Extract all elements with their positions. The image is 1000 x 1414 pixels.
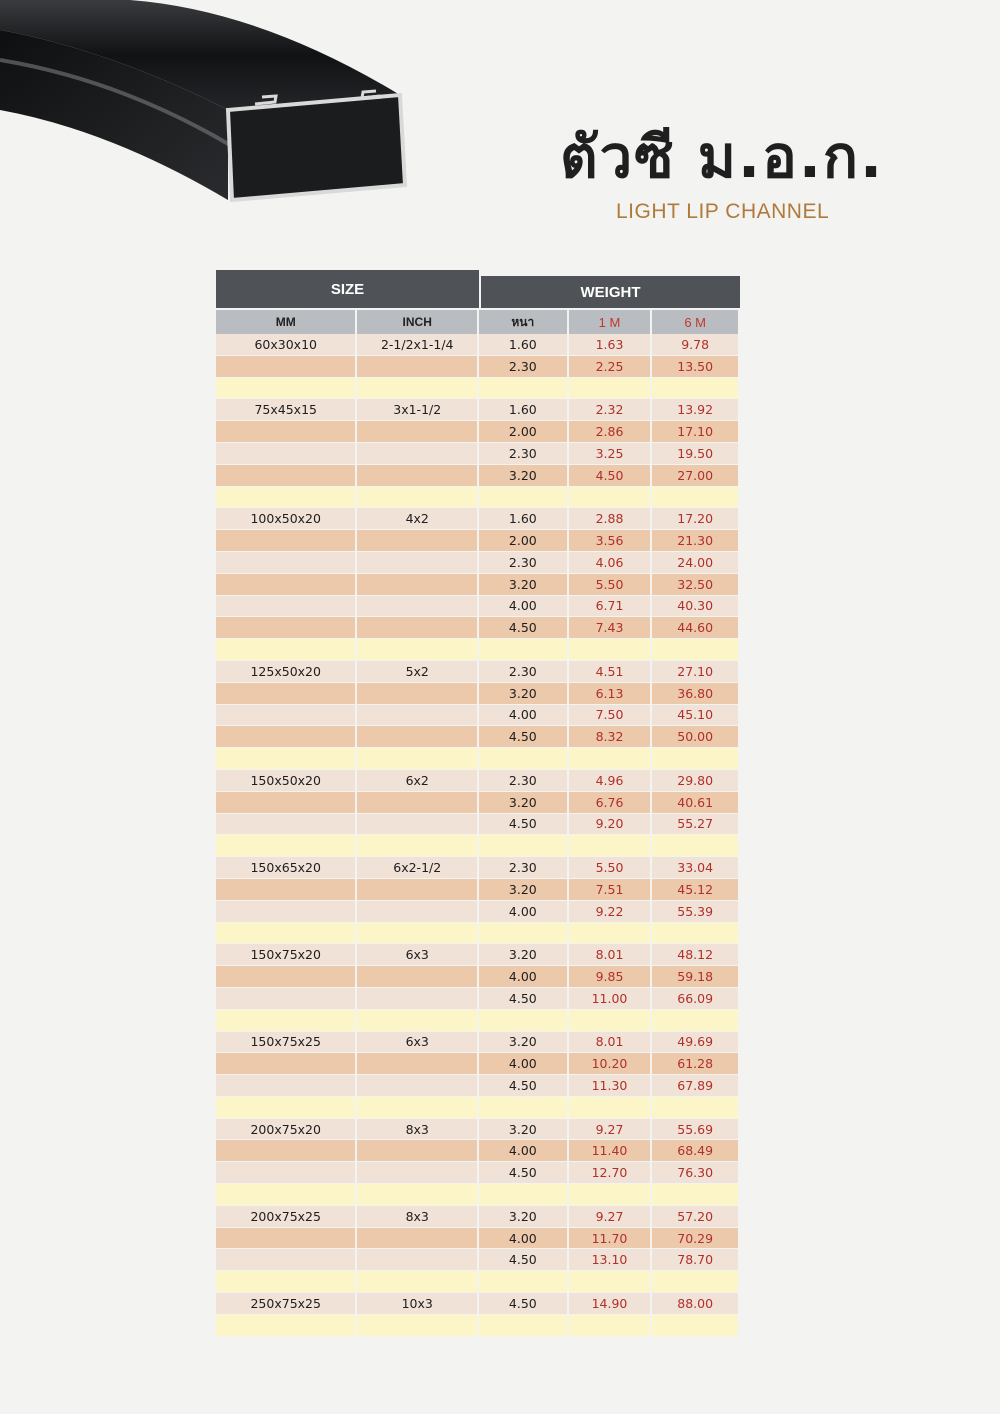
spacer-cell bbox=[652, 1184, 738, 1205]
cell-thickness: 3.20 bbox=[479, 1119, 567, 1140]
table-row bbox=[216, 574, 740, 596]
spacer-cell bbox=[479, 1315, 567, 1336]
cell-weight-1m: 9.20 bbox=[569, 814, 651, 835]
cell-thickness: 4.50 bbox=[479, 988, 567, 1009]
cell-inch: 8x3 bbox=[357, 1206, 477, 1227]
spacer-cell bbox=[479, 378, 567, 399]
cell-weight-1m: 2.86 bbox=[569, 421, 651, 442]
cell-inch: 5x2 bbox=[357, 661, 477, 682]
cell-mm bbox=[216, 443, 355, 464]
spacer-cell bbox=[357, 748, 477, 769]
spacer-cell bbox=[479, 835, 567, 856]
page-title-thai: ตัวซี ม.อ.ก. bbox=[560, 123, 885, 191]
cell-mm bbox=[216, 356, 355, 377]
cell-thickness: 2.30 bbox=[479, 770, 567, 791]
table-row bbox=[216, 1206, 740, 1228]
spacer-cell bbox=[569, 1010, 651, 1031]
cell-inch: 6x3 bbox=[357, 944, 477, 965]
cell-inch bbox=[357, 988, 477, 1009]
cell-weight-6m: 61.28 bbox=[652, 1053, 738, 1074]
cell-weight-6m: 33.04 bbox=[652, 857, 738, 878]
cell-weight-6m: 48.12 bbox=[652, 944, 738, 965]
cell-weight-6m: 44.60 bbox=[652, 617, 738, 638]
spacer-cell bbox=[357, 835, 477, 856]
cell-weight-1m: 2.88 bbox=[569, 508, 651, 529]
spacer-cell bbox=[652, 748, 738, 769]
spacer-cell bbox=[652, 923, 738, 944]
spacer-cell bbox=[569, 1315, 651, 1336]
cell-mm: 250x75x25 bbox=[216, 1293, 355, 1314]
spacer-cell bbox=[216, 835, 355, 856]
cell-weight-6m: 13.92 bbox=[652, 399, 738, 420]
cell-thickness: 4.50 bbox=[479, 814, 567, 835]
cell-thickness: 4.50 bbox=[479, 1075, 567, 1096]
cell-weight-1m: 3.56 bbox=[569, 530, 651, 551]
cell-mm bbox=[216, 465, 355, 486]
cell-mm bbox=[216, 1162, 355, 1183]
cell-inch bbox=[357, 966, 477, 987]
cell-weight-6m: 17.20 bbox=[652, 508, 738, 529]
cell-thickness: 4.00 bbox=[479, 1053, 567, 1074]
cell-thickness: 3.20 bbox=[479, 1206, 567, 1227]
cell-weight-1m: 14.90 bbox=[569, 1293, 651, 1314]
cell-thickness: 4.50 bbox=[479, 1249, 567, 1270]
group-spacer-row bbox=[216, 1010, 740, 1032]
cell-mm: 150x50x20 bbox=[216, 770, 355, 791]
cell-inch bbox=[357, 1140, 477, 1161]
cell-weight-1m: 2.32 bbox=[569, 399, 651, 420]
spacer-cell bbox=[357, 1097, 477, 1118]
spacer-cell bbox=[357, 487, 477, 508]
cell-thickness: 4.00 bbox=[479, 705, 567, 726]
cell-weight-6m: 59.18 bbox=[652, 966, 738, 987]
cell-weight-6m: 50.00 bbox=[652, 726, 738, 747]
cell-weight-1m: 8.01 bbox=[569, 1032, 651, 1053]
spacer-cell bbox=[569, 835, 651, 856]
table-row bbox=[216, 1140, 740, 1162]
table-row bbox=[216, 443, 740, 465]
cell-weight-6m: 32.50 bbox=[652, 574, 738, 595]
cell-weight-1m: 3.25 bbox=[569, 443, 651, 464]
table-row bbox=[216, 552, 740, 574]
cell-weight-6m: 19.50 bbox=[652, 443, 738, 464]
cell-weight-1m: 9.27 bbox=[569, 1206, 651, 1227]
table-row bbox=[216, 399, 740, 421]
cell-weight-6m: 55.39 bbox=[652, 901, 738, 922]
header-thickness: หนา bbox=[479, 310, 567, 334]
spacer-cell bbox=[652, 1010, 738, 1031]
spacer-cell bbox=[479, 923, 567, 944]
cell-inch: 8x3 bbox=[357, 1119, 477, 1140]
cell-weight-6m: 45.12 bbox=[652, 879, 738, 900]
table-row bbox=[216, 770, 740, 792]
table-row bbox=[216, 1053, 740, 1075]
cell-weight-1m: 2.25 bbox=[569, 356, 651, 377]
cell-mm bbox=[216, 1228, 355, 1249]
cell-inch: 4x2 bbox=[357, 508, 477, 529]
group-spacer-row bbox=[216, 1315, 740, 1337]
cell-weight-6m: 67.89 bbox=[652, 1075, 738, 1096]
spacer-cell bbox=[569, 1271, 651, 1292]
table-row bbox=[216, 1162, 740, 1184]
cell-weight-1m: 12.70 bbox=[569, 1162, 651, 1183]
cell-inch: 3x1-1/2 bbox=[357, 399, 477, 420]
table-row bbox=[216, 1293, 740, 1315]
spacer-cell bbox=[569, 923, 651, 944]
group-spacer-row bbox=[216, 1184, 740, 1206]
cell-inch: 2-1/2x1-1/4 bbox=[357, 334, 477, 355]
cell-mm: 200x75x20 bbox=[216, 1119, 355, 1140]
header-6m: 6 M bbox=[652, 310, 738, 334]
cell-inch bbox=[357, 879, 477, 900]
spacer-cell bbox=[216, 1315, 355, 1336]
cell-weight-1m: 7.50 bbox=[569, 705, 651, 726]
cell-weight-6m: 70.29 bbox=[652, 1228, 738, 1249]
cell-weight-1m: 4.50 bbox=[569, 465, 651, 486]
cell-thickness: 3.20 bbox=[479, 1032, 567, 1053]
spacer-cell bbox=[652, 835, 738, 856]
cell-weight-6m: 45.10 bbox=[652, 705, 738, 726]
spacer-cell bbox=[357, 1184, 477, 1205]
cell-thickness: 3.20 bbox=[479, 879, 567, 900]
spacer-cell bbox=[357, 1271, 477, 1292]
header-mm: MM bbox=[216, 310, 355, 334]
cell-inch bbox=[357, 356, 477, 377]
cell-inch bbox=[357, 421, 477, 442]
cell-inch bbox=[357, 465, 477, 486]
cell-mm bbox=[216, 683, 355, 704]
table-row bbox=[216, 356, 740, 378]
header-size: SIZE bbox=[216, 270, 479, 308]
cell-weight-6m: 27.00 bbox=[652, 465, 738, 486]
cell-weight-6m: 21.30 bbox=[652, 530, 738, 551]
cell-inch: 6x3 bbox=[357, 1032, 477, 1053]
spacer-cell bbox=[652, 378, 738, 399]
spacer-cell bbox=[216, 639, 355, 660]
cell-thickness: 4.00 bbox=[479, 901, 567, 922]
cell-weight-1m: 4.06 bbox=[569, 552, 651, 573]
cell-weight-6m: 27.10 bbox=[652, 661, 738, 682]
spacer-cell bbox=[652, 1097, 738, 1118]
specification-table bbox=[216, 270, 740, 1337]
cell-weight-1m: 11.30 bbox=[569, 1075, 651, 1096]
cell-mm bbox=[216, 617, 355, 638]
table-row bbox=[216, 814, 740, 836]
table-row bbox=[216, 683, 740, 705]
cell-inch bbox=[357, 617, 477, 638]
cell-mm bbox=[216, 1053, 355, 1074]
spacer-cell bbox=[216, 1097, 355, 1118]
table-header-row bbox=[216, 270, 740, 308]
table-row bbox=[216, 617, 740, 639]
cell-mm: 150x75x25 bbox=[216, 1032, 355, 1053]
cell-thickness: 3.20 bbox=[479, 574, 567, 595]
cell-thickness: 1.60 bbox=[479, 508, 567, 529]
cell-mm bbox=[216, 1140, 355, 1161]
group-spacer-row bbox=[216, 1097, 740, 1119]
spacer-cell bbox=[569, 639, 651, 660]
cell-weight-1m: 7.43 bbox=[569, 617, 651, 638]
cell-inch bbox=[357, 1075, 477, 1096]
cell-weight-1m: 5.50 bbox=[569, 857, 651, 878]
cell-thickness: 2.00 bbox=[479, 530, 567, 551]
cell-mm bbox=[216, 421, 355, 442]
cell-weight-1m: 8.01 bbox=[569, 944, 651, 965]
cell-weight-1m: 6.13 bbox=[569, 683, 651, 704]
spacer-cell bbox=[216, 487, 355, 508]
cell-mm: 100x50x20 bbox=[216, 508, 355, 529]
spacer-cell bbox=[569, 487, 651, 508]
cell-inch bbox=[357, 1162, 477, 1183]
table-row bbox=[216, 1249, 740, 1271]
table-row bbox=[216, 421, 740, 443]
cell-mm bbox=[216, 596, 355, 617]
cell-inch: 6x2-1/2 bbox=[357, 857, 477, 878]
spacer-cell bbox=[479, 1271, 567, 1292]
table-row bbox=[216, 1228, 740, 1250]
cell-weight-6m: 66.09 bbox=[652, 988, 738, 1009]
table-row bbox=[216, 508, 740, 530]
spacer-cell bbox=[569, 1184, 651, 1205]
steel-channel-image bbox=[0, 0, 440, 220]
group-spacer-row bbox=[216, 487, 740, 509]
table-subheader-row bbox=[216, 310, 740, 334]
cell-inch bbox=[357, 792, 477, 813]
cell-thickness: 4.50 bbox=[479, 1162, 567, 1183]
cell-thickness: 4.00 bbox=[479, 1228, 567, 1249]
table-row bbox=[216, 726, 740, 748]
cell-thickness: 2.30 bbox=[479, 661, 567, 682]
cell-thickness: 2.30 bbox=[479, 443, 567, 464]
cell-inch bbox=[357, 1053, 477, 1074]
cell-mm: 125x50x20 bbox=[216, 661, 355, 682]
cell-mm bbox=[216, 726, 355, 747]
cell-weight-6m: 57.20 bbox=[652, 1206, 738, 1227]
cell-weight-6m: 9.78 bbox=[652, 334, 738, 355]
spacer-cell bbox=[479, 1010, 567, 1031]
table-row bbox=[216, 465, 740, 487]
group-spacer-row bbox=[216, 378, 740, 400]
group-spacer-row bbox=[216, 1271, 740, 1293]
cell-weight-1m: 9.27 bbox=[569, 1119, 651, 1140]
cell-weight-1m: 10.20 bbox=[569, 1053, 651, 1074]
spacer-cell bbox=[569, 748, 651, 769]
cell-mm bbox=[216, 966, 355, 987]
cell-inch bbox=[357, 705, 477, 726]
spacer-cell bbox=[216, 748, 355, 769]
spacer-cell bbox=[357, 378, 477, 399]
cell-inch bbox=[357, 1228, 477, 1249]
group-spacer-row bbox=[216, 923, 740, 945]
cell-thickness: 4.00 bbox=[479, 1140, 567, 1161]
cell-weight-1m: 1.63 bbox=[569, 334, 651, 355]
cell-weight-6m: 36.80 bbox=[652, 683, 738, 704]
spacer-cell bbox=[216, 1271, 355, 1292]
group-spacer-row bbox=[216, 835, 740, 857]
cell-thickness: 4.50 bbox=[479, 1293, 567, 1314]
cell-weight-1m: 4.96 bbox=[569, 770, 651, 791]
cell-mm: 200x75x25 bbox=[216, 1206, 355, 1227]
cell-thickness: 4.00 bbox=[479, 966, 567, 987]
cell-weight-6m: 68.49 bbox=[652, 1140, 738, 1161]
table-row bbox=[216, 857, 740, 879]
cell-inch: 10x3 bbox=[357, 1293, 477, 1314]
cell-thickness: 3.20 bbox=[479, 944, 567, 965]
cell-mm bbox=[216, 705, 355, 726]
cell-weight-6m: 24.00 bbox=[652, 552, 738, 573]
table-row bbox=[216, 1075, 740, 1097]
cell-mm bbox=[216, 988, 355, 1009]
spacer-cell bbox=[357, 923, 477, 944]
header-inch: INCH bbox=[357, 310, 477, 334]
cell-mm bbox=[216, 552, 355, 573]
cell-weight-6m: 88.00 bbox=[652, 1293, 738, 1314]
cell-weight-6m: 13.50 bbox=[652, 356, 738, 377]
spacer-cell bbox=[652, 1271, 738, 1292]
cell-thickness: 3.20 bbox=[479, 792, 567, 813]
cell-weight-1m: 6.76 bbox=[569, 792, 651, 813]
cell-weight-6m: 17.10 bbox=[652, 421, 738, 442]
cell-thickness: 3.20 bbox=[479, 465, 567, 486]
cell-mm: 150x65x20 bbox=[216, 857, 355, 878]
spacer-cell bbox=[569, 378, 651, 399]
table-row bbox=[216, 901, 740, 923]
table-row bbox=[216, 988, 740, 1010]
cell-weight-6m: 40.30 bbox=[652, 596, 738, 617]
cell-weight-1m: 6.71 bbox=[569, 596, 651, 617]
spacer-cell bbox=[479, 487, 567, 508]
spacer-cell bbox=[652, 639, 738, 660]
cell-thickness: 2.00 bbox=[479, 421, 567, 442]
spacer-cell bbox=[357, 1315, 477, 1336]
cell-weight-6m: 49.69 bbox=[652, 1032, 738, 1053]
cell-inch bbox=[357, 683, 477, 704]
cell-weight-1m: 9.85 bbox=[569, 966, 651, 987]
cell-weight-1m: 5.50 bbox=[569, 574, 651, 595]
spacer-cell bbox=[569, 1097, 651, 1118]
table-row bbox=[216, 705, 740, 727]
table-row bbox=[216, 596, 740, 618]
cell-inch bbox=[357, 726, 477, 747]
cell-weight-1m: 11.00 bbox=[569, 988, 651, 1009]
cell-weight-6m: 55.69 bbox=[652, 1119, 738, 1140]
cell-mm bbox=[216, 530, 355, 551]
cell-weight-6m: 29.80 bbox=[652, 770, 738, 791]
cell-thickness: 1.60 bbox=[479, 399, 567, 420]
table-row bbox=[216, 944, 740, 966]
cell-mm: 60x30x10 bbox=[216, 334, 355, 355]
cell-mm: 75x45x15 bbox=[216, 399, 355, 420]
cell-thickness: 2.30 bbox=[479, 857, 567, 878]
cell-thickness: 3.20 bbox=[479, 683, 567, 704]
cell-thickness: 4.00 bbox=[479, 596, 567, 617]
cell-weight-1m: 11.70 bbox=[569, 1228, 651, 1249]
cell-inch: 6x2 bbox=[357, 770, 477, 791]
spacer-cell bbox=[357, 1010, 477, 1031]
cell-mm: 150x75x20 bbox=[216, 944, 355, 965]
spacer-cell bbox=[216, 378, 355, 399]
cell-weight-1m: 7.51 bbox=[569, 879, 651, 900]
table-row bbox=[216, 966, 740, 988]
cell-thickness: 4.50 bbox=[479, 726, 567, 747]
cell-weight-6m: 40.61 bbox=[652, 792, 738, 813]
table-row bbox=[216, 530, 740, 552]
cell-thickness: 2.30 bbox=[479, 552, 567, 573]
spacer-cell bbox=[652, 1315, 738, 1336]
cell-inch bbox=[357, 814, 477, 835]
group-spacer-row bbox=[216, 639, 740, 661]
cell-weight-1m: 8.32 bbox=[569, 726, 651, 747]
cell-mm bbox=[216, 574, 355, 595]
cell-weight-1m: 13.10 bbox=[569, 1249, 651, 1270]
spacer-cell bbox=[216, 1010, 355, 1031]
cell-weight-1m: 9.22 bbox=[569, 901, 651, 922]
cell-inch bbox=[357, 901, 477, 922]
cell-inch bbox=[357, 443, 477, 464]
cell-mm bbox=[216, 879, 355, 900]
cell-inch bbox=[357, 574, 477, 595]
cell-weight-6m: 78.70 bbox=[652, 1249, 738, 1270]
table-row bbox=[216, 1119, 740, 1141]
cell-weight-1m: 4.51 bbox=[569, 661, 651, 682]
cell-mm bbox=[216, 1075, 355, 1096]
spacer-cell bbox=[479, 1184, 567, 1205]
cell-weight-6m: 55.27 bbox=[652, 814, 738, 835]
cell-mm bbox=[216, 1249, 355, 1270]
cell-mm bbox=[216, 814, 355, 835]
cell-mm bbox=[216, 792, 355, 813]
cell-inch bbox=[357, 552, 477, 573]
cell-inch bbox=[357, 1249, 477, 1270]
cell-weight-1m: 11.40 bbox=[569, 1140, 651, 1161]
spacer-cell bbox=[216, 923, 355, 944]
cell-thickness: 4.50 bbox=[479, 617, 567, 638]
page-subtitle-english: LIGHT LIP CHANNEL bbox=[616, 200, 830, 223]
table-row bbox=[216, 661, 740, 683]
table-row bbox=[216, 1032, 740, 1054]
spacer-cell bbox=[479, 1097, 567, 1118]
table-row bbox=[216, 879, 740, 901]
spacer-cell bbox=[216, 1184, 355, 1205]
cell-inch bbox=[357, 596, 477, 617]
cell-inch bbox=[357, 530, 477, 551]
header-weight: WEIGHT bbox=[481, 276, 740, 308]
spacer-cell bbox=[357, 639, 477, 660]
cell-thickness: 1.60 bbox=[479, 334, 567, 355]
cell-mm bbox=[216, 901, 355, 922]
cell-weight-6m: 76.30 bbox=[652, 1162, 738, 1183]
spacer-cell bbox=[652, 487, 738, 508]
spacer-cell bbox=[479, 748, 567, 769]
cell-thickness: 2.30 bbox=[479, 356, 567, 377]
group-spacer-row bbox=[216, 748, 740, 770]
header-1m: 1 M bbox=[569, 310, 651, 334]
table-body bbox=[216, 334, 740, 1337]
table-row bbox=[216, 792, 740, 814]
table-row bbox=[216, 334, 740, 356]
spacer-cell bbox=[479, 639, 567, 660]
